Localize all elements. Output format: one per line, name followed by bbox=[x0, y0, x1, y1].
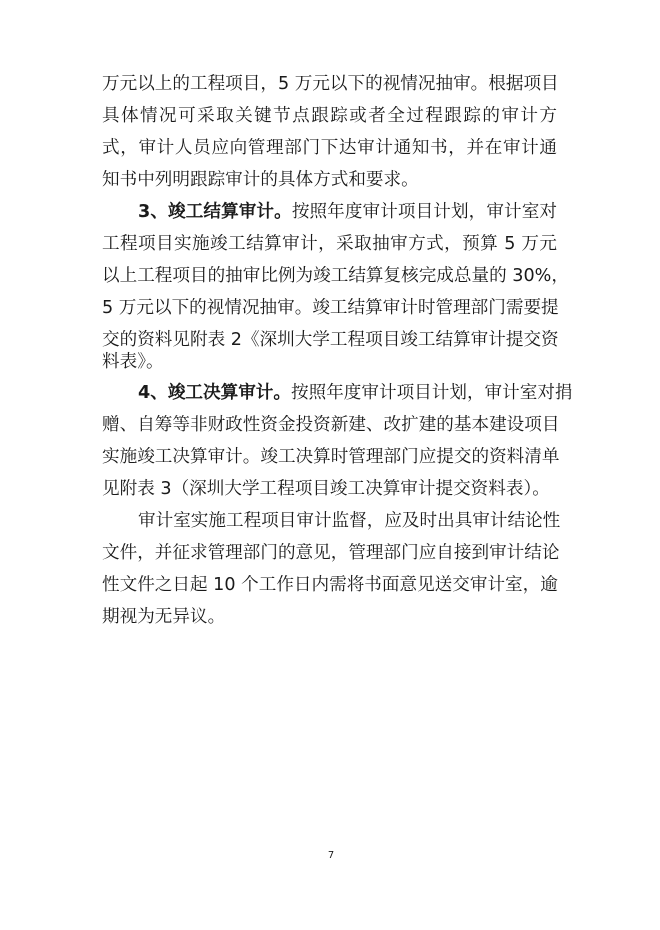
section-4-heading: 4、竣工决算审计。 bbox=[138, 383, 291, 403]
text-line: 知书中列明跟踪审计的具体方式和要求。 bbox=[102, 170, 419, 190]
text-line: 赠、自筹等非财政性资金投资新建、改扩建的基本建设项目 bbox=[102, 415, 560, 435]
section-3-heading: 3、竣工结算审计。 bbox=[138, 202, 292, 222]
text-line: 性文件之日起 10 个工作日内需将书面意见送交审计室，逾 bbox=[102, 575, 558, 595]
text-line: 具体情况可采取关键节点跟踪或者全过程跟踪的审计方 bbox=[102, 106, 557, 126]
text-line: 文件，并征求管理部门的意见，管理部门应自接到审计结论 bbox=[102, 543, 560, 563]
text-line: 审计室实施工程项目审计监督，应及时出具审计结论性 bbox=[138, 511, 561, 531]
section-4-heading-line: 4、竣工决算审计。按照年度审计项目计划，审计室对捐 bbox=[138, 383, 573, 403]
text-line: 万元以上的工程项目，5 万元以下的视情况抽审。根据项目 bbox=[102, 74, 559, 94]
text-line: 料表》。 bbox=[102, 352, 164, 372]
text-line: 期视为无异议。 bbox=[102, 607, 226, 627]
text-line: 见附表 3（深圳大学工程项目竣工决算审计提交资料表）。 bbox=[102, 479, 550, 499]
text-line: 交的资料见附表 2《深圳大学工程项目竣工结算审计提交资 bbox=[102, 330, 559, 350]
page-number: 7 bbox=[327, 850, 335, 861]
text-line: 5 万元以下的视情况抽审。竣工结算审计时管理部门需要提 bbox=[102, 298, 559, 318]
section-3-heading-line: 3、竣工结算审计。按照年度审计项目计划，审计室对 bbox=[138, 202, 557, 222]
text-line: 以上工程项目的抽审比例为竣工结算复核完成总量的 30%， bbox=[102, 266, 569, 286]
text-line: 式，审计人员应向管理部门下达审计通知书，并在审计通 bbox=[102, 138, 557, 158]
text-line: 实施竣工决算审计。竣工决算时管理部门应提交的资料清单 bbox=[102, 447, 560, 467]
text-line: 工程项目实施竣工结算审计，采取抽审方式，预算 5 万元 bbox=[102, 234, 557, 254]
